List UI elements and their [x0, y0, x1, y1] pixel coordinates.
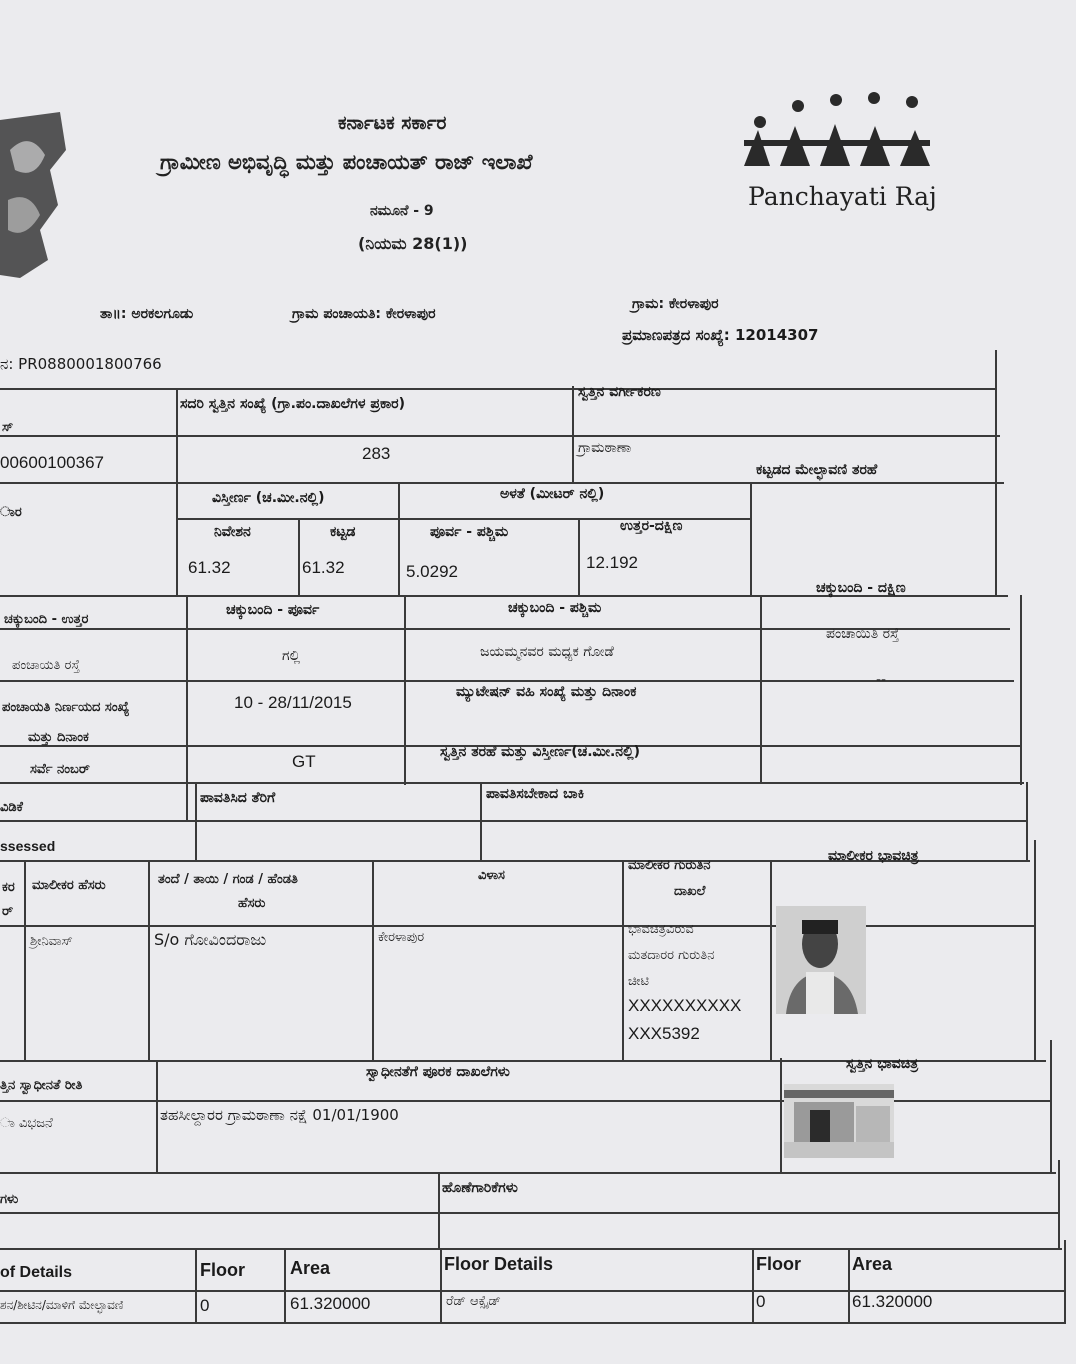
person-icon	[776, 906, 866, 1014]
possession-type: ಾ ವಿಭಜನೆ	[0, 1116, 53, 1131]
rule-number: (ನಿಯಮ 28(1))	[358, 234, 468, 253]
sl-label: ಕರ	[2, 880, 15, 895]
floor-header-1: Floor	[200, 1260, 245, 1280]
classification-value: ಗ್ರಾಮಠಾಣಾ	[578, 440, 632, 456]
area-header-2: Area	[852, 1254, 893, 1274]
logo-text: Panchayati Raj	[748, 182, 937, 211]
govt-title: ಕರ್ನಾಟಕ ಸರ್ಕಾರ	[338, 112, 447, 134]
building-area: 61.32	[302, 558, 345, 577]
floor-details-2: ರೆಡ್ ಆಕ್ಸೈಡ್	[446, 1294, 501, 1309]
possession-type-label: ತ್ತಿನ ಸ್ವಾಧೀನತೆ ರೀತಿ	[0, 1078, 83, 1093]
mutation-label: ಮ್ಯುಟೇಷನ್ ವಹಿ ಸಂಖ್ಯೆ ಮತ್ತು ದಿನಾಂಕ	[456, 684, 637, 700]
east-west-value: 5.0292	[406, 562, 458, 581]
west-boundary: ಜಯಮ್ಮನವರ ಮಧ್ಯಕ ಗೋಡೆ	[480, 644, 614, 660]
id-doc-line-4: XXXXXXXXXX	[628, 996, 742, 1015]
liabilities-left-label: ಗಳು	[0, 1192, 19, 1207]
east-west-label: ಪೂರ್ವ - ಪಶ್ಚಿಮ	[430, 524, 509, 540]
east-boundary: ಗಲ್ಲಿ	[282, 648, 301, 664]
roof-type-label: ಕಟ್ಟಡದ ಮೇಲ್ಛಾವಣಿ ತರಹೆ	[756, 462, 878, 478]
mutation-value: --	[876, 672, 887, 688]
site-label: ನಿವೇಶನ	[214, 524, 251, 540]
resolution-value: 10 - 28/11/2015	[234, 693, 352, 712]
survey-value: GT	[292, 752, 316, 771]
dues-label: ಪಾವತಿಸಬೇಕಾದ ಬಾಕಿ	[486, 786, 585, 802]
id-doc-line-2: ಮತದಾರರ ಗುರುತಿನ	[628, 948, 715, 963]
area-1: 61.320000	[290, 1294, 371, 1313]
karnataka-emblem-icon	[0, 110, 72, 280]
paid-tax-label: ಪಾವತಿಸಿದ ತೆರಿಗೆ	[200, 790, 276, 806]
resolution-label: ಪಂಚಾಯತಿ ನಿರ್ಣಯದ ಸಂಖ್ಯೆ	[2, 700, 130, 715]
site-area: 61.32	[188, 558, 231, 577]
owner-name: ಶ್ರೀನಿವಾಸ್	[30, 934, 73, 949]
form-number: ನಮೂನೆ - 9	[370, 203, 434, 219]
north-boundary: ಪಂಚಾಯತಿ ರಸ್ತೆ	[12, 658, 80, 673]
property-photo	[784, 1084, 894, 1158]
address-label: ವಿಳಾಸ	[478, 868, 505, 883]
property-photo-label: ಸ್ವತ್ತಿನ ಭಾವಚಿತ್ರ	[846, 1056, 919, 1072]
owner-photo	[776, 906, 866, 1014]
people-icon	[740, 120, 940, 170]
south-boundary: ಪಂಚಾಯಿತಿ ರಸ್ತೆ	[826, 626, 900, 642]
relation-label: ತಂದೆ / ತಾಯಿ / ಗಂಡ / ಹೆಂಡತಿ	[158, 872, 298, 887]
area-label: ವಿಸ್ತೀರ್ಣ (ಚ.ಮೀ.ನಲ್ಲಿ)	[212, 490, 325, 506]
south-boundary-label: ಚಕ್ಕುಬಂದಿ - ದಕ್ಷಿಣ	[816, 580, 906, 596]
classification-label: ಸ್ವತ್ತಿನ ವರ್ಗೀಕರಣ	[578, 384, 661, 400]
left-fragment-2: ವಿಡಿಕೆ	[0, 800, 23, 815]
owner-address: ಕೇರಳಾಪುರ	[378, 930, 425, 945]
left-id-value: 00600100367	[0, 453, 105, 472]
floor-details-header-1: of Details	[0, 1264, 73, 1281]
possession-docs-label: ಸ್ವಾಧೀನತೆಗೆ ಪೂರಕ ದಾಖಲೆಗಳು	[366, 1064, 510, 1080]
area-2: 61.320000	[852, 1292, 933, 1311]
possession-docs: ತಹಸೀಲ್ದಾರರ ಗ್ರಾಮಠಾಣಾ ನಕ್ಷೆ 01/01/1900	[160, 1106, 399, 1124]
relation-name: S/o ಗೋವಿಂದರಾಜು	[154, 930, 267, 949]
survey-label: ಸರ್ವೆ ನಂಬರ್	[30, 762, 90, 777]
id-doc-line-5: XXX5392	[628, 1024, 700, 1043]
left-fragment: ಾರ	[0, 505, 22, 520]
floor-2: 0	[756, 1292, 766, 1311]
north-south-value: 12.192	[586, 553, 638, 572]
east-boundary-label: ಚಕ್ಕುಬಂದಿ - ಪೂರ್ವ	[226, 602, 320, 618]
property-number: 283	[362, 444, 391, 463]
sl-label-2: ರ್	[2, 904, 14, 919]
panchayati-raj-logo	[740, 90, 950, 220]
gram-panchayat: ಗ್ರಾಮ ಪಂಚಾಯತಿ: ಕೇರಳಾಪುರ	[292, 306, 436, 322]
left-id-label: ಸ್	[2, 420, 14, 435]
building-icon	[784, 1084, 894, 1158]
floor-details-1: ಶನ/ಶೀಟಿನ/ಮಾಳಿಗೆ ಮೇಲ್ಛಾವಣಿ	[0, 1298, 124, 1312]
owner-photo-label: ಮಾಲೀಕರ ಭಾವಚಿತ್ರ	[828, 848, 919, 864]
certificate-number: ಪ್ರಮಾಣಪತ್ರದ ಸಂಖ್ಯೆ: 12014307	[622, 326, 819, 344]
village: ಗ್ರಾಮ: ಕೇರಳಾಪುರ	[632, 296, 719, 312]
resolution-label-2: ಮತ್ತು ದಿನಾಂಕ	[28, 730, 89, 745]
sadara-label: ಸದರಿ ಸ್ವತ್ತಿನ ಸಂಖ್ಯೆ (ಗ್ರಾ.ಪಂ.ದಾಖಲೆಗಳ ಪ್ರಕಾರ)	[180, 396, 405, 412]
property-id: ನ: PR0880001800766	[0, 355, 162, 373]
floor-1: 0	[200, 1296, 210, 1315]
id-doc-line-1: ಭಾವಚಿತ್ರವಿರುವ	[628, 922, 694, 937]
taluk: ತಾ॥: ಅರಕಲಗೂಡು	[100, 306, 194, 322]
west-boundary-label: ಚಕ್ಕುಬಂದಿ - ಪಶ್ಚಿಮ	[508, 600, 602, 616]
id-doc-label: ಮಾಲೀಕರ ಗುರುತಿನ	[628, 858, 711, 873]
floor-details-header-2: Floor Details	[444, 1254, 554, 1274]
floor-header-2: Floor	[756, 1254, 801, 1274]
area-header-1: Area	[290, 1258, 331, 1278]
north-boundary-label: ಚಕ್ಕುಬಂದಿ - ಉತ್ತರ	[4, 612, 89, 627]
dept-title: ಗ್ರಾಮೀಣ ಅಭಿವೃದ್ಧಿ ಮತ್ತು ಪಂಚಾಯತ್ ರಾಜ್ ಇಲಾಖೆ	[160, 150, 533, 174]
relation-label-2: ಹೆಸರು	[238, 896, 266, 911]
id-doc-label-2: ದಾಖಲೆ	[674, 884, 706, 899]
north-south-label: ಉತ್ತರ-ದಕ್ಷಿಣ	[620, 518, 683, 534]
owner-name-label: ಮಾಲೀಕರ ಹೆಸರು	[32, 878, 106, 893]
liabilities-label: ಹೊಣೆಗಾರಿಕೆಗಳು	[442, 1180, 518, 1196]
assessed-label: ssessed	[0, 838, 56, 854]
measurement-label: ಅಳತೆ (ಮೀಟರ್ ನಲ್ಲಿ)	[500, 486, 605, 502]
building-label: ಕಟ್ಟಡ	[330, 524, 356, 540]
nature-area-label: ಸ್ವತ್ತಿನ ತರಹೆ ಮತ್ತು ವಿಸ್ತೀರ್ಣ(ಚ.ಮೀ.ನಲ್ಲಿ)	[440, 744, 641, 760]
id-doc-line-3: ಚೀಟಿ	[628, 974, 649, 989]
